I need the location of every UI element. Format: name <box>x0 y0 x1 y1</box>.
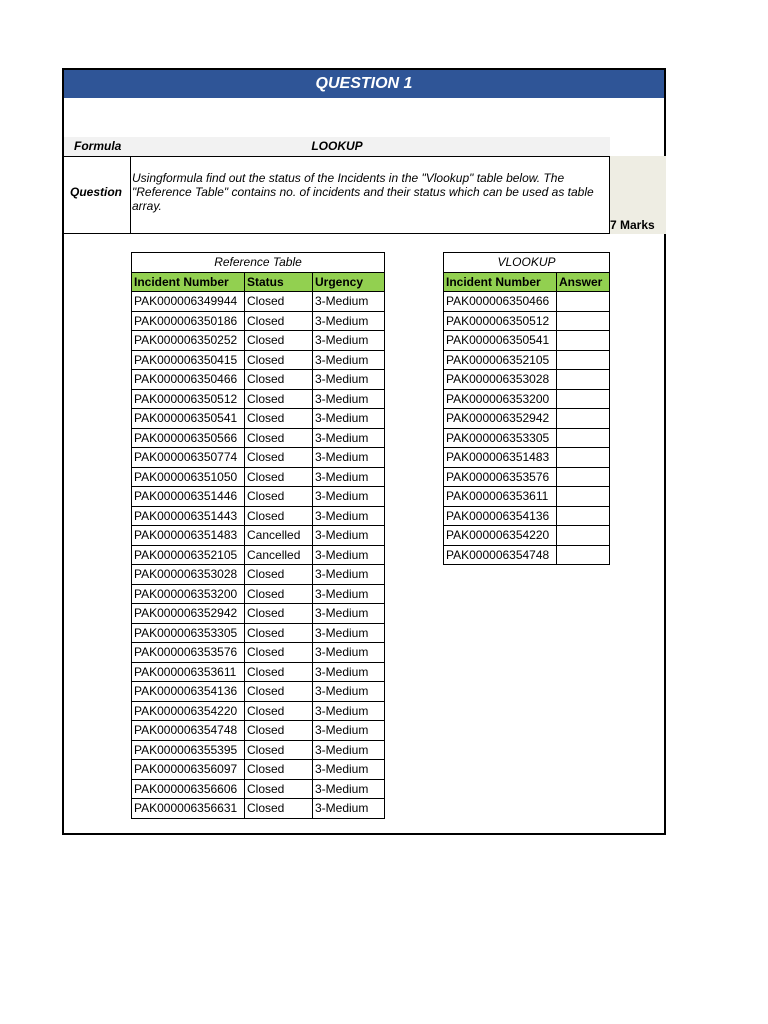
table-row <box>132 662 385 682</box>
table-row <box>132 428 385 448</box>
table-cell[interactable]: Closed <box>245 292 313 312</box>
table-row <box>132 389 385 409</box>
table-cell[interactable]: Closed <box>245 350 313 370</box>
table-row <box>444 467 610 487</box>
table-cell[interactable]: PAK000006356606 <box>132 779 245 799</box>
table-cell[interactable]: Closed <box>245 448 313 468</box>
table-row <box>132 526 385 546</box>
table-cell[interactable]: PAK000006356631 <box>132 799 245 819</box>
table-cell[interactable] <box>557 331 610 351</box>
table-cell[interactable]: 3-Medium <box>313 292 385 312</box>
table-cell[interactable]: Closed <box>245 643 313 663</box>
table-cell[interactable] <box>557 311 610 331</box>
vl-header-incident[interactable]: Incident Number <box>444 272 557 292</box>
table-cell[interactable]: 3-Medium <box>313 467 385 487</box>
table-cell[interactable]: Closed <box>245 428 313 448</box>
vlookup-table-caption: VLOOKUP <box>444 253 610 273</box>
table-cell[interactable]: 3-Medium <box>313 565 385 585</box>
table-cell[interactable]: 3-Medium <box>313 701 385 721</box>
table-cell[interactable]: 3-Medium <box>313 428 385 448</box>
table-cell[interactable]: 3-Medium <box>313 604 385 624</box>
table-cell[interactable] <box>557 526 610 546</box>
table-row <box>444 389 610 409</box>
table-cell[interactable]: PAK000006354136 <box>132 682 245 702</box>
table-cell[interactable]: 3-Medium <box>313 448 385 468</box>
table-cell[interactable]: PAK000006351446 <box>132 487 245 507</box>
table-row <box>132 311 385 331</box>
table-row <box>444 545 610 565</box>
formula-value[interactable]: LOOKUP <box>311 139 363 153</box>
question-text: Usingformula find out the status of the Incidents in the "Vlookup" table below. The "Reference Table" contains no. of incidents and their status which can be used as table array. <box>132 171 594 213</box>
table-cell[interactable]: Closed <box>245 662 313 682</box>
table-cell[interactable]: Closed <box>245 799 313 819</box>
table-cell[interactable]: Closed <box>245 604 313 624</box>
table-cell[interactable]: 3-Medium <box>313 409 385 429</box>
table-cell[interactable]: PAK000006350466 <box>444 292 557 312</box>
table-row <box>444 506 610 526</box>
worksheet <box>62 68 666 835</box>
table-row <box>132 409 385 429</box>
table-cell[interactable]: 3-Medium <box>313 487 385 507</box>
table-row <box>132 487 385 507</box>
table-cell[interactable]: PAK000006355395 <box>132 740 245 760</box>
table-row <box>132 331 385 351</box>
table-row <box>132 370 385 390</box>
table-row <box>132 740 385 760</box>
table-cell[interactable]: PAK000006350512 <box>444 311 557 331</box>
table-cell[interactable] <box>557 506 610 526</box>
table-row <box>132 623 385 643</box>
table-row <box>444 409 610 429</box>
question-row <box>64 156 610 234</box>
table-cell[interactable]: 3-Medium <box>313 721 385 741</box>
table-row <box>132 701 385 721</box>
marks-cell[interactable] <box>610 156 666 234</box>
table-cell[interactable]: PAK000006350512 <box>132 389 245 409</box>
table-cell[interactable]: PAK000006352942 <box>444 409 557 429</box>
table-row <box>132 779 385 799</box>
table-cell[interactable]: PAK000006350774 <box>132 448 245 468</box>
table-cell[interactable]: 3-Medium <box>313 370 385 390</box>
table-cell[interactable]: PAK000006354220 <box>444 526 557 546</box>
table-row <box>132 565 385 585</box>
table-cell[interactable]: Closed <box>245 760 313 780</box>
table-cell[interactable]: PAK000006352942 <box>132 604 245 624</box>
table-cell[interactable]: PAK000006353028 <box>132 565 245 585</box>
table-cell[interactable]: Closed <box>245 623 313 643</box>
table-cell[interactable]: PAK000006353576 <box>444 467 557 487</box>
table-cell[interactable]: PAK000006354748 <box>444 545 557 565</box>
table-cell[interactable]: PAK000006353611 <box>132 662 245 682</box>
table-cell[interactable]: Closed <box>245 565 313 585</box>
table-cell[interactable]: PAK000006350415 <box>132 350 245 370</box>
table-cell[interactable]: Closed <box>245 721 313 741</box>
table-cell[interactable]: PAK000006353576 <box>132 643 245 663</box>
table-cell[interactable]: PAK000006351483 <box>444 448 557 468</box>
table-row <box>132 545 385 565</box>
table-cell[interactable]: PAK000006351050 <box>132 467 245 487</box>
table-cell[interactable]: Closed <box>245 467 313 487</box>
table-row <box>444 487 610 507</box>
vlookup-table <box>443 252 610 565</box>
table-cell[interactable] <box>557 389 610 409</box>
table-cell[interactable]: 3-Medium <box>313 662 385 682</box>
table-row <box>444 370 610 390</box>
table-cell[interactable]: 3-Medium <box>313 506 385 526</box>
table-cell[interactable]: 3-Medium <box>313 545 385 565</box>
table-row <box>132 467 385 487</box>
table-cell[interactable]: PAK000006350466 <box>132 370 245 390</box>
table-row <box>132 799 385 819</box>
table-cell[interactable]: 3-Medium <box>313 623 385 643</box>
table-cell[interactable]: PAK000006353028 <box>444 370 557 390</box>
table-cell[interactable]: PAK000006353611 <box>444 487 557 507</box>
table-row <box>132 760 385 780</box>
ref-header-incident[interactable]: Incident Number <box>132 272 245 292</box>
table-cell[interactable]: PAK000006350252 <box>132 331 245 351</box>
table-cell[interactable]: Closed <box>245 389 313 409</box>
table-cell[interactable]: PAK000006354748 <box>132 721 245 741</box>
table-cell[interactable]: Closed <box>245 409 313 429</box>
table-cell[interactable]: PAK000006353305 <box>444 428 557 448</box>
table-cell[interactable]: Cancelled <box>245 526 313 546</box>
table-row <box>444 350 610 370</box>
table-row <box>132 448 385 468</box>
table-cell[interactable]: PAK000006353200 <box>444 389 557 409</box>
table-cell[interactable] <box>557 350 610 370</box>
table-cell[interactable] <box>557 487 610 507</box>
table-row <box>132 584 385 604</box>
reference-table <box>131 252 385 819</box>
table-cell[interactable]: PAK000006350541 <box>132 409 245 429</box>
table-row <box>132 721 385 741</box>
table-cell[interactable]: PAK000006349944 <box>132 292 245 312</box>
table-cell[interactable]: 3-Medium <box>313 311 385 331</box>
table-row <box>444 448 610 468</box>
table-cell[interactable]: Cancelled <box>245 545 313 565</box>
table-cell[interactable]: Closed <box>245 311 313 331</box>
table-cell[interactable]: 3-Medium <box>313 331 385 351</box>
table-cell[interactable]: PAK000006356097 <box>132 760 245 780</box>
table-row <box>444 311 610 331</box>
table-cell[interactable]: PAK000006351483 <box>132 526 245 546</box>
table-cell[interactable]: Closed <box>245 487 313 507</box>
table-cell[interactable]: PAK000006352105 <box>444 350 557 370</box>
table-cell[interactable]: 3-Medium <box>313 799 385 819</box>
table-cell[interactable] <box>557 370 610 390</box>
table-cell[interactable]: Closed <box>245 506 313 526</box>
table-cell[interactable]: PAK000006353200 <box>132 584 245 604</box>
table-cell[interactable]: 3-Medium <box>313 584 385 604</box>
table-cell[interactable]: PAK000006354220 <box>132 701 245 721</box>
table-cell[interactable]: PAK000006354136 <box>444 506 557 526</box>
table-cell[interactable]: PAK000006350186 <box>132 311 245 331</box>
table-cell[interactable]: PAK000006351443 <box>132 506 245 526</box>
formula-label: Formula <box>74 139 122 153</box>
table-row <box>132 292 385 312</box>
question-label: Question <box>70 185 123 199</box>
table-cell[interactable]: 3-Medium <box>313 682 385 702</box>
table-cell[interactable]: Closed <box>245 701 313 721</box>
table-cell[interactable]: PAK000006353305 <box>132 623 245 643</box>
table-cell[interactable] <box>557 448 610 468</box>
table-cell[interactable] <box>557 467 610 487</box>
marks-label: 7 Marks <box>610 218 655 232</box>
table-cell[interactable]: 3-Medium <box>313 526 385 546</box>
table-cell[interactable]: PAK000006352105 <box>132 545 245 565</box>
table-cell[interactable] <box>557 409 610 429</box>
vl-header-answer[interactable]: Answer <box>557 272 610 292</box>
table-cell[interactable]: 3-Medium <box>313 779 385 799</box>
ref-header-urgency[interactable]: Urgency <box>313 272 385 292</box>
table-cell[interactable]: 3-Medium <box>313 760 385 780</box>
table-cell[interactable]: 3-Medium <box>313 350 385 370</box>
table-row <box>444 526 610 546</box>
table-cell[interactable]: Closed <box>245 370 313 390</box>
table-row <box>132 604 385 624</box>
ref-header-status[interactable]: Status <box>245 272 313 292</box>
table-cell[interactable] <box>557 545 610 565</box>
table-row <box>132 643 385 663</box>
table-cell[interactable]: Closed <box>245 682 313 702</box>
table-row <box>444 428 610 448</box>
table-row <box>132 506 385 526</box>
table-cell[interactable]: Closed <box>245 779 313 799</box>
reference-table-caption: Reference Table <box>132 253 385 273</box>
table-cell[interactable]: Closed <box>245 584 313 604</box>
table-row <box>132 350 385 370</box>
question-title: QUESTION 1 <box>64 70 664 98</box>
table-row <box>444 292 610 312</box>
formula-row <box>64 137 610 156</box>
table-cell[interactable]: 3-Medium <box>313 740 385 760</box>
table-cell[interactable]: 3-Medium <box>313 389 385 409</box>
table-cell[interactable]: PAK000006350541 <box>444 331 557 351</box>
table-cell[interactable]: PAK000006350566 <box>132 428 245 448</box>
table-row <box>444 331 610 351</box>
table-cell[interactable]: 3-Medium <box>313 643 385 663</box>
table-cell[interactable]: Closed <box>245 740 313 760</box>
table-row <box>132 682 385 702</box>
table-cell[interactable]: Closed <box>245 331 313 351</box>
table-cell[interactable] <box>557 292 610 312</box>
table-cell[interactable] <box>557 428 610 448</box>
